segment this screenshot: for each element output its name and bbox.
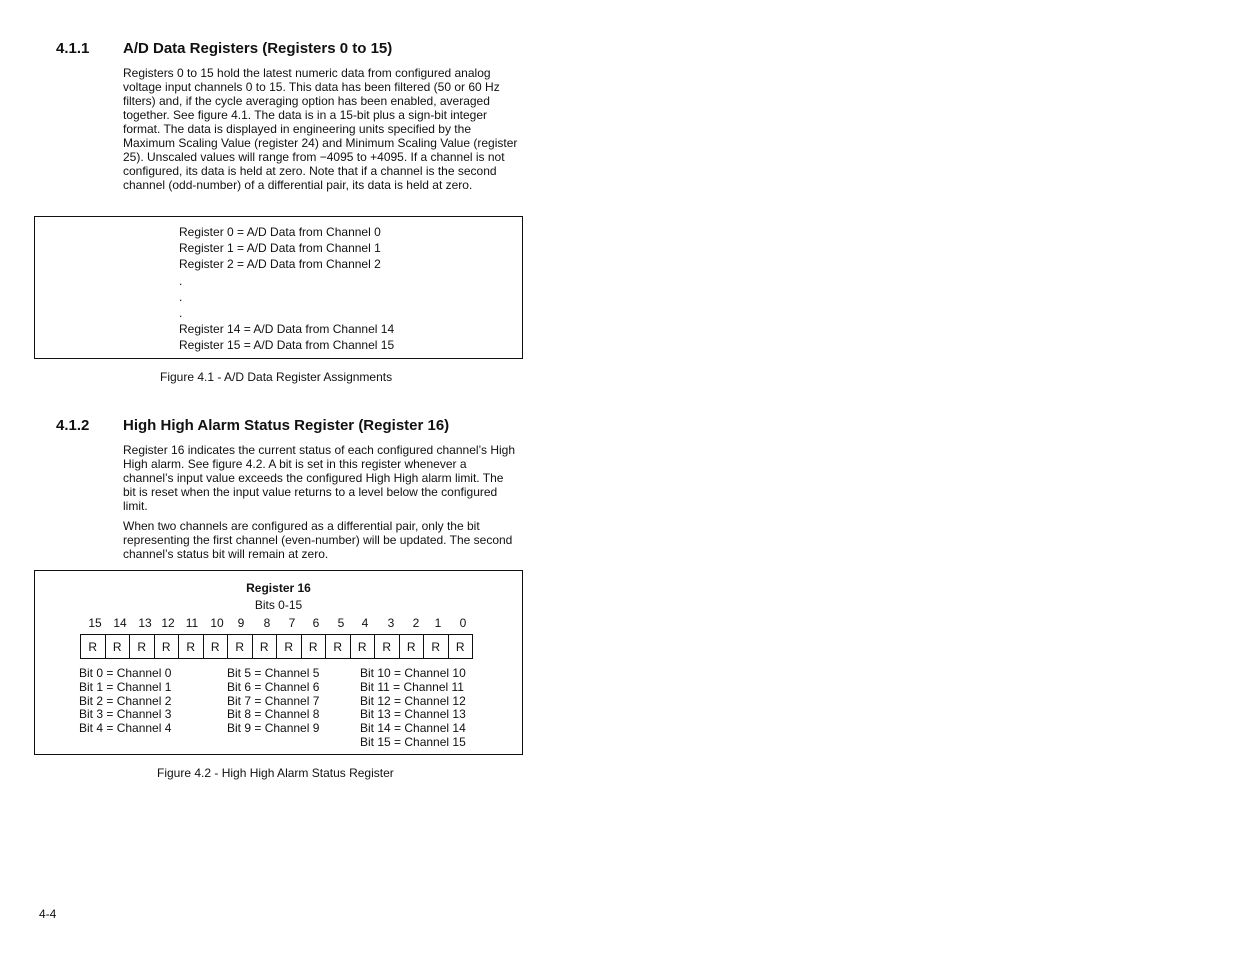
bit-number: 9	[237, 616, 245, 630]
bit-cell: R	[155, 635, 180, 658]
register-line: Register 1 = A/D Data from Channel 1	[179, 241, 381, 256]
bit-channel-entry: Bit 5 = Channel 5	[227, 666, 320, 680]
bit-cell: R	[130, 635, 155, 658]
register-bit-grid	[80, 634, 473, 659]
bit-number: 4	[361, 616, 369, 630]
bit-cell: R	[204, 635, 229, 658]
bit-channel-entry: Bit 1 = Channel 1	[79, 679, 172, 694]
bit-number: 10	[210, 616, 224, 630]
bit-number: 15	[88, 616, 102, 630]
section-heading-4-1-1	[56, 40, 392, 57]
ellipsis-dot: .	[179, 306, 183, 321]
section-title: A/D Data Registers (Registers 0 to 15)	[123, 40, 393, 57]
section-heading-4-1-2	[56, 417, 449, 434]
ellipsis-dot: .	[179, 273, 183, 288]
section-paragraph: Register 16 indicates the current status of each configured channel’s High High alarm. See figure 4.2. A bit is set in this register whenever a channel’s input value exceeds the configured High High alarm limit. The bit is reset when the input value returns to a level below the configured limit.	[123, 443, 516, 513]
bit-number: 14	[113, 616, 127, 630]
bit-cell: R	[400, 635, 425, 658]
bit-cell: R	[106, 635, 131, 658]
bit-channel-entry: Bit 10 = Channel 10	[360, 666, 466, 680]
bit-number: 2	[412, 616, 420, 630]
figure-caption: Figure 4.2 - High High Alarm Status Register	[157, 766, 394, 780]
page-number: 4-4	[39, 907, 57, 921]
bit-channel-entry: Bit 9 = Channel 9	[227, 721, 320, 736]
bit-channel-entry: Bit 4 = Channel 4	[79, 721, 172, 736]
bit-number: 6	[312, 616, 320, 630]
bit-cell: R	[455, 639, 465, 654]
bit-cell: R	[253, 635, 278, 658]
register-line: Register 15 = A/D Data from Channel 15	[179, 338, 395, 353]
register-assignment-list	[179, 224, 394, 354]
bit-number: 8	[263, 616, 271, 630]
bits-label: Bits 0-15	[254, 598, 303, 612]
ellipsis-dot: .	[179, 289, 183, 304]
bit-cell: R	[424, 635, 449, 658]
section-title: High High Alarm Status Register (Register 16)	[123, 417, 450, 434]
bit-cell: R	[326, 635, 351, 658]
figure-caption: Figure 4.1 - A/D Data Register Assignments	[160, 370, 393, 384]
bit-channel-map-col-1	[79, 667, 171, 736]
bit-number: 7	[288, 616, 296, 630]
bit-cell: R	[302, 635, 327, 658]
bit-channel-entry: Bit 15 = Channel 15	[360, 734, 466, 749]
bit-channel-entry: Bit 11 = Channel 11	[360, 679, 464, 694]
section-paragraph: Registers 0 to 15 hold the latest numeric data from configured analog voltage input channels 0 to 15. This data has been filtered (50 or 60 Hz filters) and, if the cycle averaging option has been enabled, averaged together. See figure 4.1. The data is in a 15-bit plus a sign-bit integer format. The data is displayed in engineering units specified by the Maximum Scaling Value (register 24) and Minimum Scaling Value (register 25). Unscaled values will range from −4095 to +4095. If a channel is not configured, its data is held at zero. Note that if a channel is the second channel (odd-number) of a differential pair, its data is held at zero.	[123, 66, 518, 192]
bit-channel-entry: Bit 8 = Channel 8	[227, 707, 320, 722]
bit-channel-entry: Bit 6 = Channel 6	[227, 679, 320, 694]
figure-4-1-box	[34, 216, 523, 359]
bit-channel-entry: Bit 0 = Channel 0	[79, 666, 172, 680]
bit-channel-entry: Bit 2 = Channel 2	[79, 693, 172, 708]
bit-cell: R	[228, 635, 253, 658]
register-line: Register 2 = A/D Data from Channel 2	[179, 257, 381, 272]
bit-cell: R	[351, 635, 376, 658]
section-number: 4.1.2	[56, 417, 90, 434]
bit-number: 13	[138, 616, 152, 630]
bit-cell: R	[81, 635, 106, 658]
bit-number: 12	[161, 616, 175, 630]
bit-cell: R	[179, 635, 204, 658]
bit-channel-map-col-3	[360, 667, 466, 750]
bit-cell: R	[375, 635, 400, 658]
bit-number: 1	[434, 616, 442, 630]
bit-channel-map-col-2	[227, 667, 319, 736]
bit-channel-entry: Bit 12 = Channel 12	[360, 693, 466, 708]
bit-number: 11	[185, 616, 199, 630]
register-line: Register 14 = A/D Data from Channel 14	[179, 322, 395, 337]
bit-number: 0	[459, 616, 467, 630]
bit-number: 5	[337, 616, 345, 630]
figure-4-2-box	[34, 570, 523, 755]
register-line: Register 0 = A/D Data from Channel 0	[179, 225, 381, 239]
bit-cell: R	[277, 635, 302, 658]
section-paragraph: When two channels are configured as a differential pair, only the bit representing the first channel (even-number) will be updated. The second channel’s status bit will remain at zero.	[123, 519, 513, 561]
bit-number: 3	[387, 616, 395, 630]
bit-channel-entry: Bit 14 = Channel 14	[360, 721, 466, 736]
register-title: Register 16	[246, 581, 311, 595]
bit-channel-entry: Bit 7 = Channel 7	[227, 693, 320, 708]
bit-channel-entry: Bit 3 = Channel 3	[79, 707, 172, 722]
bit-channel-entry: Bit 13 = Channel 13	[360, 707, 466, 722]
section-number: 4.1.1	[56, 40, 90, 57]
